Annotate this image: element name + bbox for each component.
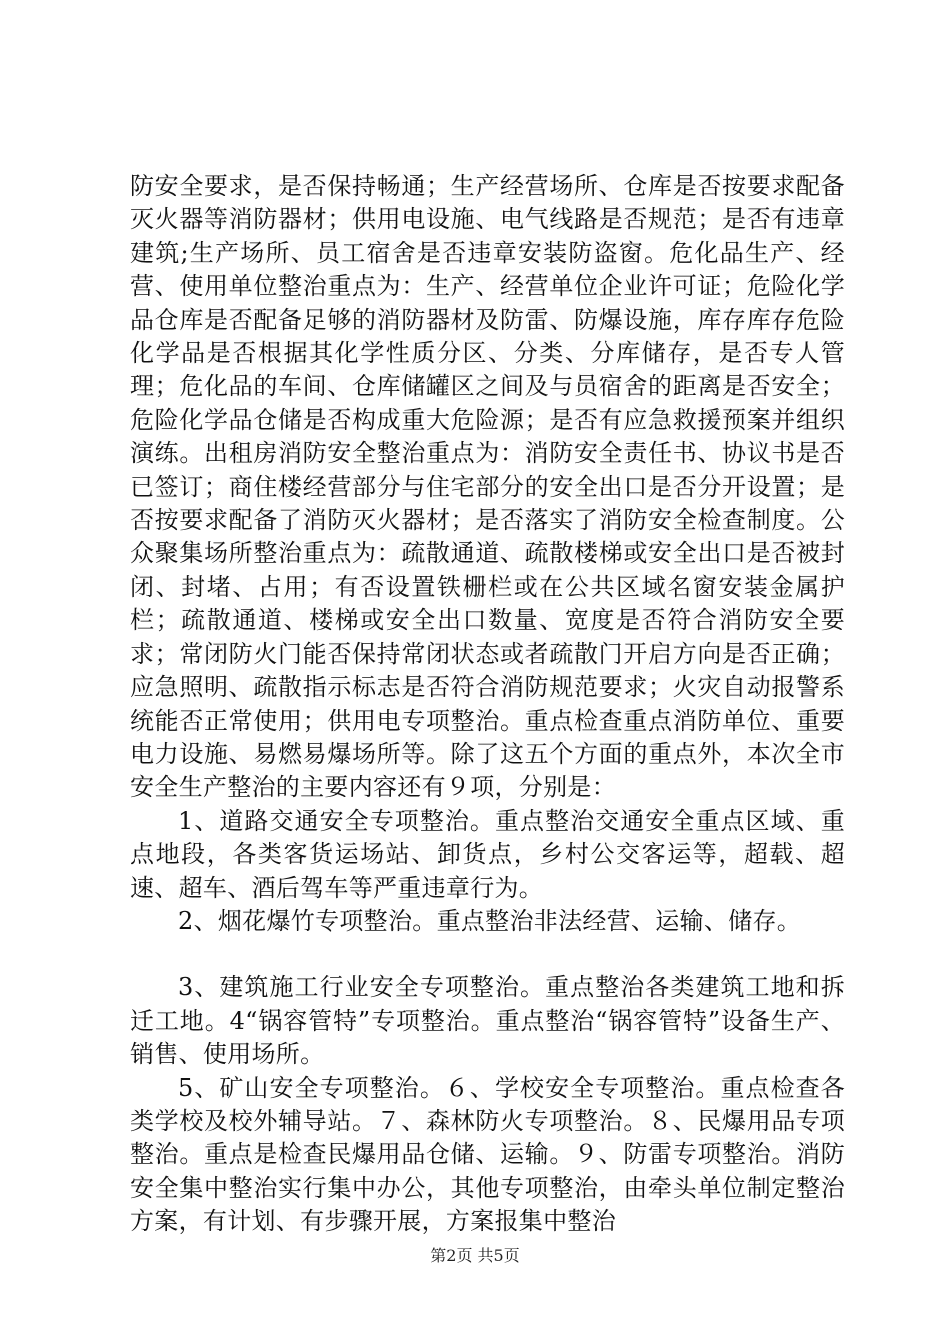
document-body: [130, 170, 845, 1239]
paragraph-item-5-mines: 5、矿山安全专项整治。６、学校安全专项整治。重点检查各类学校及校外辅导站。７、森林防火专项整治。８、民爆用品专项整治。重点是检查民爆用品仓储、运输。９、防雷专项整治。消防安全集中整治实行集中办公，其他专项整治，由牵头单位制定整治方案，有计划、有步骤开展，方案报集中整治: [130, 1073, 845, 1236]
paragraph-fire-safety-details: 防安全要求，是否保持畅通；生产经营场所、仓库是否按要求配备灭火器等消防器材；供用电设施、电气线路是否规范；是否有违章建筑;生产场所、员工宿舍是否违章安装防盗窗。危化品生产、经营、使用单位整治重点为：生产、经营单位企业许可证；危险化学品仓库是否配备足够的消防器材及防雷、防爆设施，库存库存危险化学品是否根据其化学性质分区、分类、分库储存，是否专人管理；危化品的车间、仓库储罐区之间及与员宿舍的距离是否安全；危险化学品仓储是否构成重大危险源；是否有应急救援预案并组织演练。出租房消防安全整治重点为：消防安全责任书、协议书是否已签订；商住楼经营部分与住宅部分的安全出口是否分开设置；是否按要求配备了消防灭火器材；是否落实了消防安全检查制度。公众聚集场所整治重点为：疏散通道、疏散楼梯或安全出口是否被封闭、封堵、占用；有否设置铁栅栏或在公共区域名窗安装金属护栏；疏散通道、楼梯或安全出口数量、宽度是否符合消防安全要求；常闭防火门能否保持常闭状态或者疏散门开启方向是否正确；应急照明、疏散指示标志是否符合消防规范要求；火灾自动报警系统能否正常使用；供用电专项整治。重点检查重点消防单位、重要电力设施、易燃易爆场所等。除了这五个方面的重点外，本次全市安全生产整治的主要内容还有９项，分别是：: [130, 172, 845, 802]
paragraph-item-3-construction: 3、建筑施工行业安全专项整治。重点整治各类建筑工地和拆迁工地。4“锅容管特”专项整治。重点整治“锅容管特”设备生产、销售、使用场所。: [130, 973, 845, 1069]
paragraph-item-1-traffic: 1、道路交通安全专项整治。重点整治交通安全重点区域、重点地段，各类客货运场站、卸货点，乡村公交客运等，超载、超速、超车、酒后驾车等严重违章行为。: [130, 806, 845, 902]
page-footer: 第2页 共5页: [430, 1246, 520, 1265]
paragraph-item-2-fireworks: 2、烟花爆竹专项整治。重点整治非法经营、运输、储存。: [178, 906, 802, 935]
